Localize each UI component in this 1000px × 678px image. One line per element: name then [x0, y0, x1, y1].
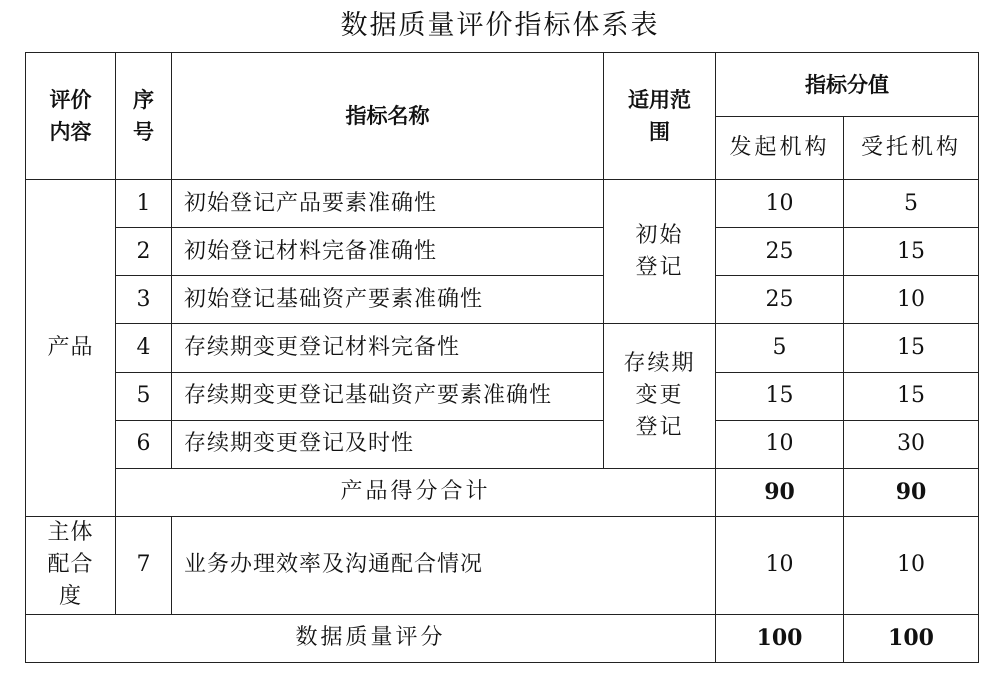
row-indicator-name: 存续期变更登记基础资产要素准确性 [172, 372, 604, 420]
row-seq: 1 [116, 180, 172, 228]
category-subject-cooperation: 主体 配合 度 [26, 516, 116, 614]
row-indicator-name: 存续期变更登记及时性 [172, 420, 604, 468]
header-eval-content: 评价 内容 [26, 53, 116, 180]
product-subtotal-row [26, 468, 979, 516]
row-initiator-score: 25 [716, 276, 844, 324]
row-seq: 7 [116, 516, 172, 614]
header-row [26, 53, 979, 117]
row-initiator-score: 25 [716, 228, 844, 276]
table-row [26, 324, 979, 372]
product-subtotal-label: 产品得分合计 [116, 468, 716, 516]
row-trustee-score: 15 [844, 324, 979, 372]
row-initiator-score: 15 [716, 372, 844, 420]
product-subtotal-trustee: 90 [844, 468, 979, 516]
header-score: 指标分值 [716, 53, 979, 117]
row-trustee-score: 30 [844, 420, 979, 468]
row-seq: 5 [116, 372, 172, 420]
row-seq: 4 [116, 324, 172, 372]
total-row [26, 614, 979, 662]
row-initiator-score: 10 [716, 516, 844, 614]
row-trustee-score: 10 [844, 276, 979, 324]
total-label: 数据质量评分 [26, 614, 716, 662]
header-seq: 序 号 [116, 53, 172, 180]
table-row [26, 276, 979, 324]
row-seq: 2 [116, 228, 172, 276]
row-trustee-score: 5 [844, 180, 979, 228]
row-seq: 3 [116, 276, 172, 324]
scope-change-registration: 存续期 变更 登记 [604, 324, 716, 468]
header-initiator: 发起机构 [716, 117, 844, 180]
row-initiator-score: 10 [716, 420, 844, 468]
row-initiator-score: 10 [716, 180, 844, 228]
row-indicator-name: 初始登记材料完备准确性 [172, 228, 604, 276]
table-row [26, 516, 979, 614]
scope-initial-registration: 初始 登记 [604, 180, 716, 324]
table-row [26, 228, 979, 276]
quality-indicator-table [25, 52, 979, 663]
header-trustee: 受托机构 [844, 117, 979, 180]
row-seq: 6 [116, 420, 172, 468]
total-initiator: 100 [716, 614, 844, 662]
table-row [26, 372, 979, 420]
header-scope: 适用范 围 [604, 53, 716, 180]
row-indicator-name: 初始登记产品要素准确性 [172, 180, 604, 228]
row-trustee-score: 15 [844, 228, 979, 276]
category-product: 产品 [26, 180, 116, 517]
row-trustee-score: 10 [844, 516, 979, 614]
row-indicator-name: 初始登记基础资产要素准确性 [172, 276, 604, 324]
row-indicator-name: 业务办理效率及沟通配合情况 [172, 516, 716, 614]
row-indicator-name: 存续期变更登记材料完备性 [172, 324, 604, 372]
table-row [26, 420, 979, 468]
product-subtotal-initiator: 90 [716, 468, 844, 516]
row-trustee-score: 15 [844, 372, 979, 420]
page-title: 数据质量评价指标体系表 [340, 10, 660, 41]
total-trustee: 100 [844, 614, 979, 662]
table-row [26, 180, 979, 228]
header-indicator-name: 指标名称 [172, 53, 604, 180]
row-initiator-score: 5 [716, 324, 844, 372]
